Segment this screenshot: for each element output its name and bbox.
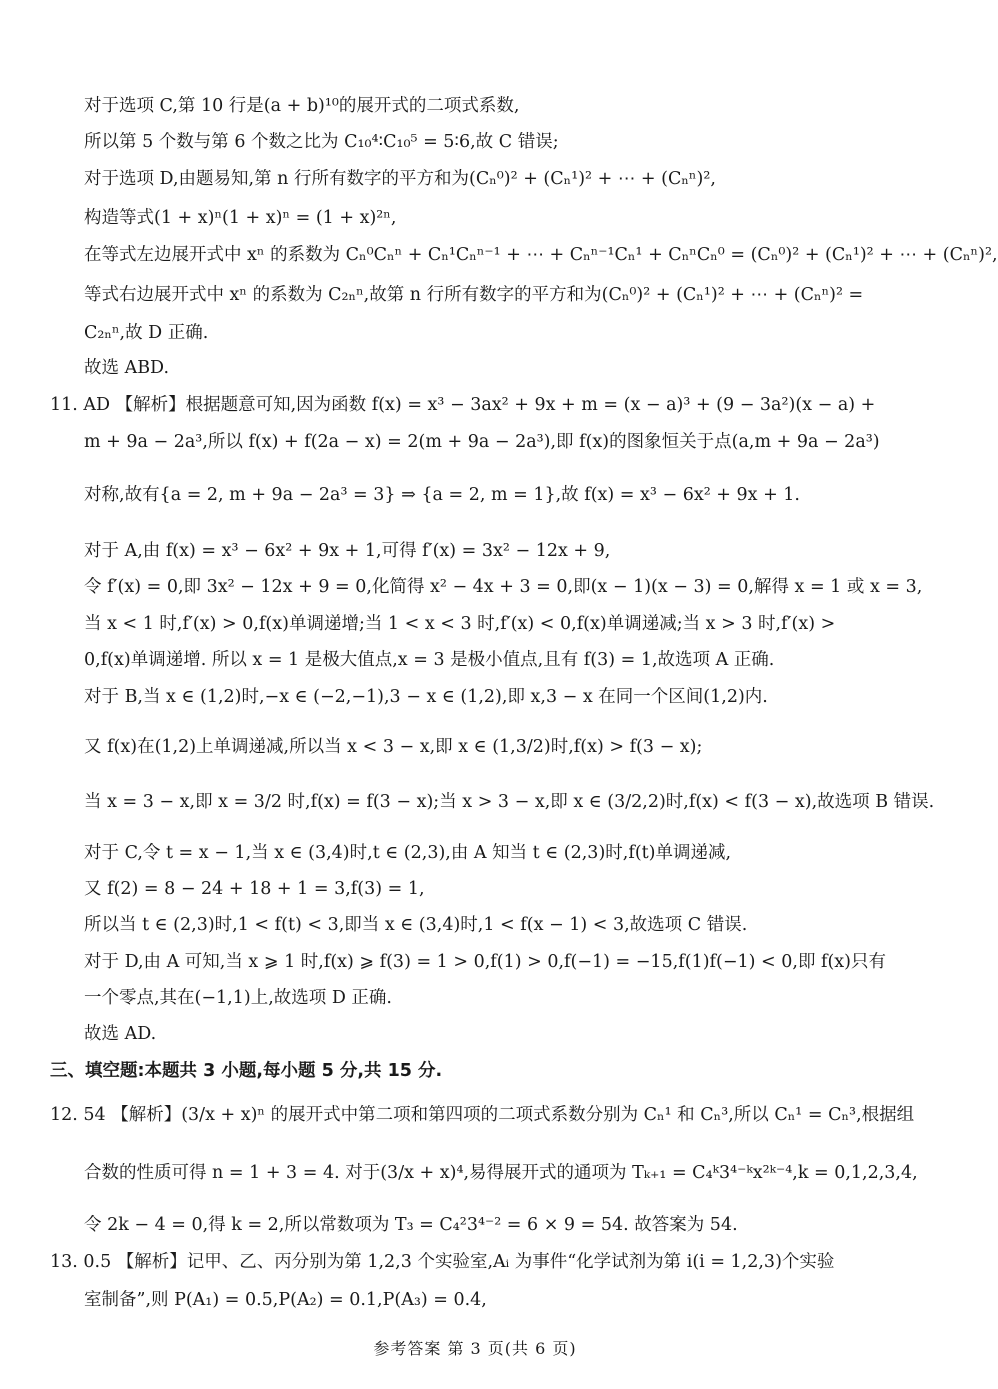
text-line: 合数的性质可得 n = 1 + 3 = 4. 对于(3/x + x)⁴,易得展开式的通项为 Tₖ₊₁ = C₄ᵏ3⁴⁻ᵏx²ᵏ⁻⁴,k = 0,1,2,3,4, — [84, 1163, 918, 1183]
text-line: 对于选项 D,由题易知,第 n 行所有数字的平方和为(Cₙ⁰)² + (Cₙ¹)² + ⋯ + (Cₙⁿ)², — [84, 169, 716, 189]
text-line: 所以当 t ∈ (2,3)时,1 < f(t) < 3,即当 x ∈ (3,4)时,1 < f(x − 1) < 3,故选项 C 错误. — [84, 915, 748, 935]
text-line: 对于 B,当 x ∈ (1,2)时,−x ∈ (−2,−1),3 − x ∈ (1,2),即 x,3 − x 在同一个区间(1,2)内. — [84, 687, 768, 707]
text-line: 等式右边展开式中 xⁿ 的系数为 C₂ₙⁿ,故第 n 行所有数字的平方和为(Cₙ⁰)² + (Cₙ¹)² + ⋯ + (Cₙⁿ)² = — [84, 285, 864, 305]
question-11-line: 11. AD 【解析】根据题意可知,因为函数 f(x) = x³ − 3ax² + 9x + m = (x − a)³ + (9 − 3a²)(x − a) + — [50, 395, 876, 415]
text-line: 故选 ABD. — [84, 358, 170, 378]
text-line: 又 f(x)在(1,2)上单调递减,所以当 x < 3 − x,即 x ∈ (1,3/2)时,f(x) > f(3 − x); — [84, 737, 703, 757]
text-line: 对于 A,由 f(x) = x³ − 6x² + 9x + 1,可得 f′(x) = 3x² − 12x + 9, — [84, 541, 611, 561]
text-line: 0,f(x)单调递增. 所以 x = 1 是极大值点,x = 3 是极小值点,且有 f(3) = 1,故选项 A 正确. — [84, 650, 775, 670]
text-line: 在等式左边展开式中 xⁿ 的系数为 Cₙ⁰Cₙⁿ + Cₙ¹Cₙⁿ⁻¹ + ⋯ + Cₙⁿ⁻¹Cₙ¹ + CₙⁿCₙ⁰ = (Cₙ⁰)² + (Cₙ¹)² + ⋯ + (Cₙⁿ)², — [84, 245, 998, 265]
text-line: 故选 AD. — [84, 1024, 157, 1044]
text-line: 当 x < 1 时,f′(x) > 0,f(x)单调递增;当 1 < x < 3 时,f′(x) < 0,f(x)单调递减;当 x > 3 时,f′(x) > — [84, 614, 836, 634]
section-heading: 三、填空题:本题共 3 小题,每小题 5 分,共 15 分. — [50, 1061, 443, 1081]
text-line: 所以第 5 个数与第 6 个数之比为 C₁₀⁴∶C₁₀⁵ = 5∶6,故 C 错误; — [84, 132, 559, 152]
question-12-line: 12. 54 【解析】(3/x + x)ⁿ 的展开式中第二项和第四项的二项式系数分别为 Cₙ¹ 和 Cₙ³,所以 Cₙ¹ = Cₙ³,根据组 — [50, 1105, 915, 1125]
page-footer: 参考答案 第 3 页(共 6 页) — [373, 1339, 577, 1358]
text-line: m + 9a − 2a³,所以 f(x) + f(2a − x) = 2(m + 9a − 2a³),即 f(x)的图象恒关于点(a,m + 9a − 2a³) — [84, 432, 880, 452]
text-line: 当 x = 3 − x,即 x = 3/2 时,f(x) = f(3 − x);当 x > 3 − x,即 x ∈ (3/2,2)时,f(x) < f(3 − x),故选项 B 错误. — [84, 792, 935, 812]
text-line: 室制备”,则 P(A₁) = 0.5,P(A₂) = 0.1,P(A₃) = 0.4, — [84, 1290, 487, 1310]
text-line: 对于选项 C,第 10 行是(a + b)¹⁰的展开式的二项式系数, — [84, 96, 520, 116]
text-line: 一个零点,其在(−1,1)上,故选项 D 正确. — [84, 988, 392, 1008]
question-13-line: 13. 0.5 【解析】记甲、乙、丙分别为第 1,2,3 个实验室,Aᵢ 为事件“化学试剂为第 i(i = 1,2,3)个实验 — [50, 1252, 835, 1272]
text-line: 又 f(2) = 8 − 24 + 18 + 1 = 3,f(3) = 1, — [84, 879, 425, 899]
text-line: 对于 C,令 t = x − 1,当 x ∈ (3,4)时,t ∈ (2,3),由 A 知当 t ∈ (2,3)时,f(t)单调递减, — [84, 843, 732, 863]
text-line: C₂ₙⁿ,故 D 正确. — [84, 323, 209, 343]
text-line: 对于 D,由 A 可知,当 x ⩾ 1 时,f(x) ⩾ f(3) = 1 > 0,f(1) > 0,f(−1) = −15,f(1)f(−1) < 0,即 f(x)只有 — [84, 952, 887, 972]
text-line: 令 2k − 4 = 0,得 k = 2,所以常数项为 T₃ = C₄²3⁴⁻² = 6 × 9 = 54. 故答案为 54. — [84, 1215, 738, 1235]
text-line: 构造等式(1 + x)ⁿ(1 + x)ⁿ = (1 + x)²ⁿ, — [84, 208, 397, 228]
text-line: 令 f′(x) = 0,即 3x² − 12x + 9 = 0,化简得 x² − 4x + 3 = 0,即(x − 1)(x − 3) = 0,解得 x = 1 或 x = 3, — [84, 577, 923, 597]
text-line: 对称,故有{a = 2, m + 9a − 2a³ = 3} ⇒ {a = 2, m = 1},故 f(x) = x³ − 6x² + 9x + 1. — [84, 485, 800, 505]
